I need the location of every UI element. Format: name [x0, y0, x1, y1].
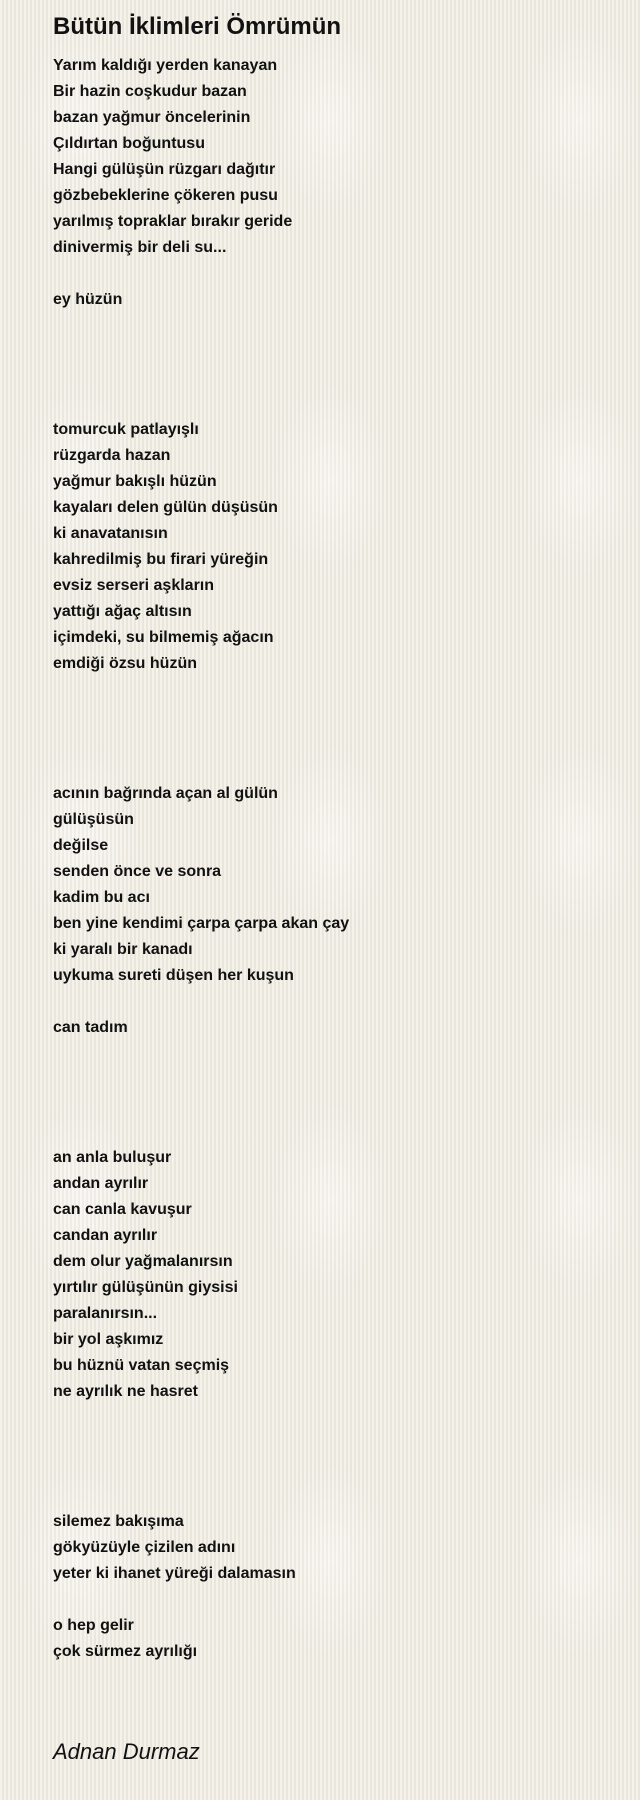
poem-line: can canla kavuşur — [53, 1201, 192, 1218]
poem-line: dinivermiş bir deli su... — [53, 239, 227, 256]
poem-line: yağmur bakışlı hüzün — [53, 473, 217, 490]
poem-line — [53, 989, 613, 1015]
poem-body — [53, 48, 613, 1665]
poem-line — [53, 1483, 613, 1509]
poem-line: gözbebeklerine çökeren pusu — [53, 187, 278, 204]
poem-line — [53, 1457, 613, 1483]
poem-line — [53, 677, 613, 703]
poem-author: Adnan Durmaz — [53, 1739, 200, 1764]
poem-line: can tadım — [53, 1019, 128, 1036]
poem-line — [53, 729, 613, 755]
poem-line: kahredilmiş bu firari yüreğin — [53, 551, 269, 568]
poem-line: ki anavatanısın — [53, 525, 168, 542]
poem-line: emdiği özsu hüzün — [53, 655, 197, 672]
poem-line: o hep gelir — [53, 1617, 134, 1634]
poem-line — [53, 1093, 613, 1119]
poem-line: an anla buluşur — [53, 1149, 172, 1166]
poem-line: değilse — [53, 837, 109, 854]
poem-line: dem olur yağmalanırsın — [53, 1253, 233, 1270]
poem-line: andan ayrılır — [53, 1175, 149, 1192]
poem-line: bu hüznü vatan seçmiş — [53, 1357, 230, 1374]
poem-line — [53, 339, 613, 365]
poem-line: yarılmış topraklar bırakır geride — [53, 213, 293, 230]
poem-line: yeter ki ihanet yüreği dalamasın — [53, 1565, 296, 1582]
poem-line: ki yaralı bir kanadı — [53, 941, 193, 958]
poem-line: ey hüzün — [53, 291, 123, 308]
poem-line: ne ayrılık ne hasret — [53, 1383, 198, 1400]
poem-line — [53, 1405, 613, 1431]
poem-line — [53, 391, 613, 417]
poem-line — [53, 1067, 613, 1093]
poem-line: Yarım kaldığı yerden kanayan — [53, 57, 278, 74]
poem-line: kayaları delen gülün düşüsün — [53, 499, 278, 516]
poem-line: uykuma sureti düşen her kuşun — [53, 967, 294, 984]
poem-line: evsiz serseri aşkların — [53, 577, 215, 594]
poem-line: acının bağrında açan al gülün — [53, 785, 278, 802]
poem-line: paralanırsın... — [53, 1305, 158, 1322]
poem-line: kadim bu acı — [53, 889, 150, 906]
poem-container — [53, 10, 613, 1665]
poem-line: ben yine kendimi çarpa çarpa akan çay — [53, 915, 350, 932]
poem-line: bir yol aşkımız — [53, 1331, 164, 1348]
poem-line — [53, 703, 613, 729]
poem-title: Bütün İklimleri Ömrümün — [53, 13, 342, 40]
poem-line — [53, 313, 613, 339]
poem-line: gülüşüsün — [53, 811, 134, 828]
poem-line: yattığı ağaç altısın — [53, 603, 192, 620]
poem-line — [53, 1041, 613, 1067]
poem-line: bazan yağmur öncelerinin — [53, 109, 251, 126]
poem-line: Bir hazin coşkudur bazan — [53, 83, 247, 100]
poem-line — [53, 365, 613, 391]
poem-line — [53, 1119, 613, 1145]
poem-line: Çıldırtan boğuntusu — [53, 135, 205, 152]
poem-line: senden önce ve sonra — [53, 863, 222, 880]
poem-line — [53, 1587, 613, 1613]
poem-line: yırtılır gülüşünün giysisi — [53, 1279, 238, 1296]
poem-line: içimdeki, su bilmemiş ağacın — [53, 629, 274, 646]
poem-line: rüzgarda hazan — [53, 447, 171, 464]
poem-line: tomurcuk patlayışlı — [53, 421, 199, 438]
poem-line: Hangi gülüşün rüzgarı dağıtır — [53, 161, 276, 178]
poem-line — [53, 755, 613, 781]
poem-line: çok sürmez ayrılığı — [53, 1643, 198, 1660]
poem-line — [53, 261, 613, 287]
poem-line: silemez bakışıma — [53, 1513, 184, 1530]
poem-line: candan ayrılır — [53, 1227, 158, 1244]
poem-line — [53, 1431, 613, 1457]
poem-line: gökyüzüyle çizilen adını — [53, 1539, 236, 1556]
